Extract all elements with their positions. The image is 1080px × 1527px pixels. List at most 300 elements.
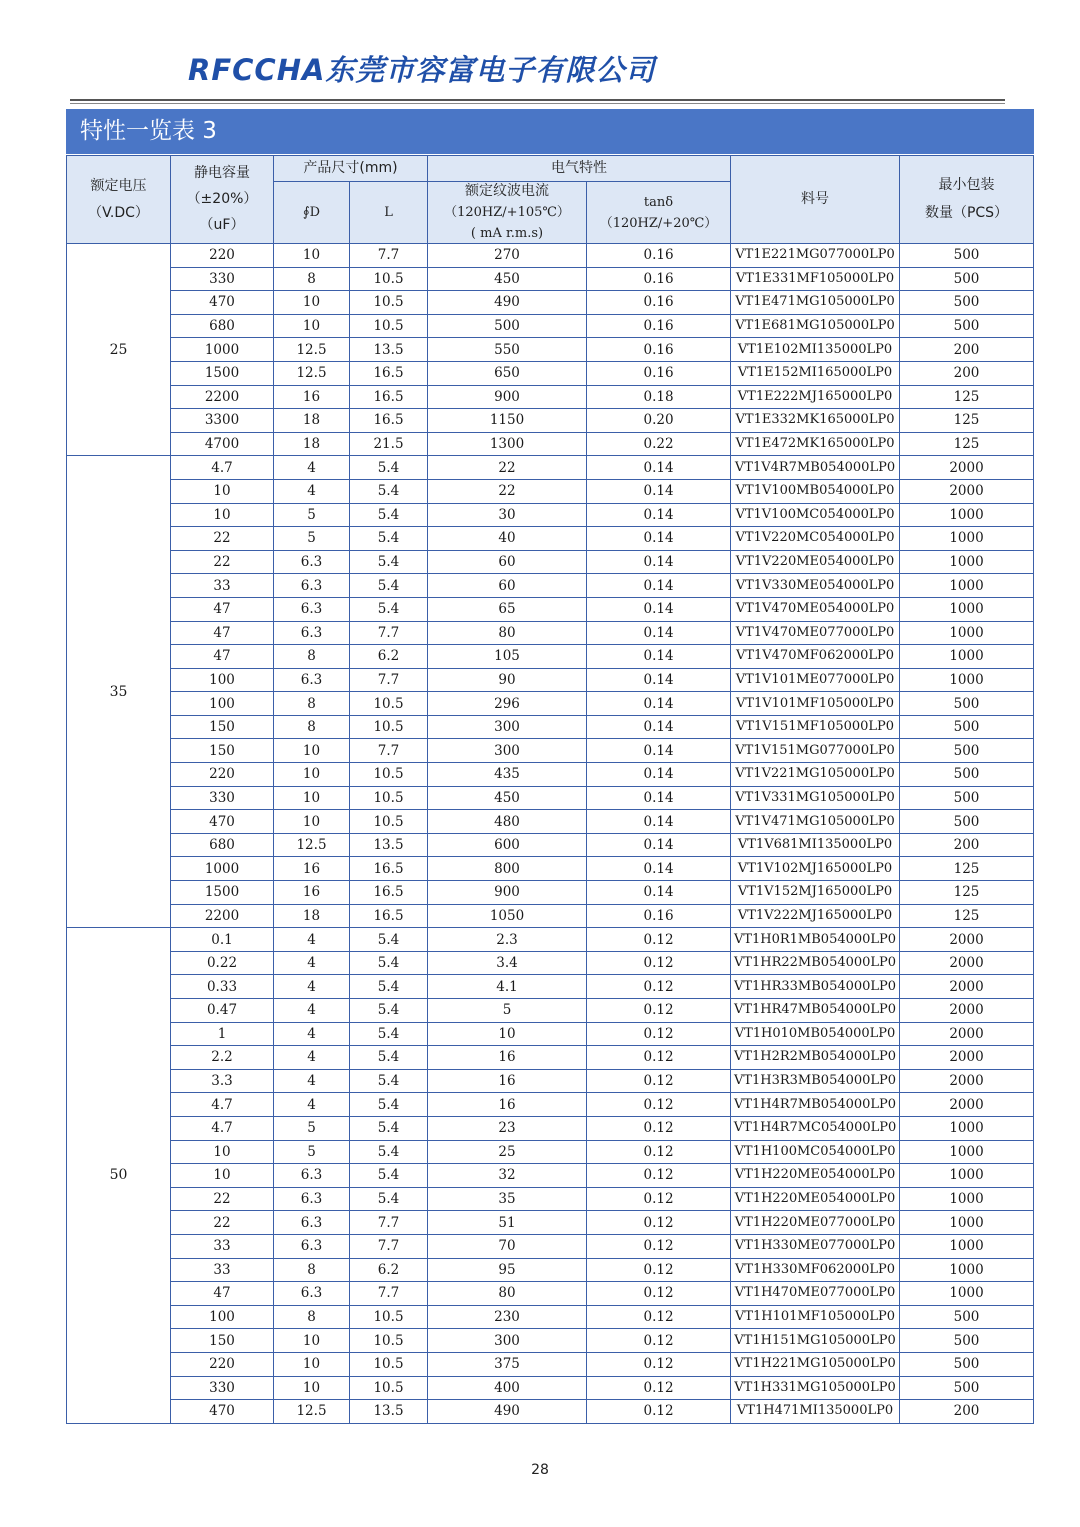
part-number-cell: VT1HR47MB054000LP0 [731, 999, 900, 1023]
tan-delta-cell: 0.12 [587, 1329, 731, 1353]
capacitance-cell: 220 [171, 244, 274, 268]
diameter-cell: 5 [274, 1116, 350, 1140]
min-pack-cell: 2000 [900, 456, 1034, 480]
length-cell: 16.5 [350, 881, 428, 905]
table-row [67, 715, 1034, 739]
part-number-cell: VT1H220ME054000LP0 [731, 1187, 900, 1211]
part-number-cell: VT1H0R1MB054000LP0 [731, 928, 900, 952]
length-cell: 16.5 [350, 904, 428, 928]
capacitance-cell: 47 [171, 1282, 274, 1306]
part-number-cell: VT1V151MF105000LP0 [731, 715, 900, 739]
capacitance-cell: 150 [171, 739, 274, 763]
capacitance-header-tolerance: （±20%） [186, 191, 258, 207]
diameter-cell: 4 [274, 1046, 350, 1070]
part-number-cell: VT1V100MB054000LP0 [731, 479, 900, 503]
part-number-cell: VT1V151MG077000LP0 [731, 739, 900, 763]
length-cell: 5.4 [350, 597, 428, 621]
capacitance-cell: 4700 [171, 432, 274, 456]
part-number-cell: VT1V101MF105000LP0 [731, 692, 900, 716]
tan-delta-cell: 0.12 [587, 1305, 731, 1329]
diameter-cell: 18 [274, 904, 350, 928]
part-number-cell: VT1V100MC054000LP0 [731, 503, 900, 527]
diameter-cell: 16 [274, 881, 350, 905]
table-row [67, 668, 1034, 692]
capacitance-cell: 470 [171, 291, 274, 315]
table-row [67, 456, 1034, 480]
part-number-cell: VT1V331MG105000LP0 [731, 786, 900, 810]
min-pack-cell: 2000 [900, 999, 1034, 1023]
ripple-current-cell: 95 [428, 1258, 587, 1282]
min-pack-cell: 1000 [900, 1140, 1034, 1164]
capacitance-cell: 0.47 [171, 999, 274, 1023]
diameter-cell: 4 [274, 1093, 350, 1117]
length-cell: 7.7 [350, 739, 428, 763]
diameter-cell: 5 [274, 1140, 350, 1164]
table-row [67, 1234, 1034, 1258]
tan-delta-cell: 0.12 [587, 1093, 731, 1117]
part-number-header: 料号 [731, 156, 900, 244]
ripple-current-cell: 70 [428, 1234, 587, 1258]
ripple-current-cell: 1300 [428, 432, 587, 456]
capacitance-cell: 0.22 [171, 951, 274, 975]
table-row [67, 503, 1034, 527]
diameter-cell: 4 [274, 456, 350, 480]
table-row [67, 645, 1034, 669]
min-pack-cell: 125 [900, 881, 1034, 905]
tan-delta-cell: 0.14 [587, 503, 731, 527]
ripple-current-cell: 550 [428, 338, 587, 362]
table-row [67, 786, 1034, 810]
part-number-cell: VT1H331MG105000LP0 [731, 1376, 900, 1400]
diameter-cell: 16 [274, 857, 350, 881]
table-row [67, 1046, 1034, 1070]
capacitance-cell: 1 [171, 1022, 274, 1046]
min-pack-cell: 2000 [900, 479, 1034, 503]
diameter-cell: 16 [274, 385, 350, 409]
tan-delta-cell: 0.12 [587, 951, 731, 975]
min-pack-cell: 1000 [900, 1258, 1034, 1282]
capacitance-header-unit: （uF） [199, 217, 245, 233]
ripple-current-cell: 51 [428, 1211, 587, 1235]
capacitance-cell: 150 [171, 1329, 274, 1353]
table-row [67, 904, 1034, 928]
table-row [67, 1093, 1034, 1117]
table-row [67, 1352, 1034, 1376]
length-cell: 7.7 [350, 668, 428, 692]
diameter-cell: 4 [274, 975, 350, 999]
table-row [67, 1164, 1034, 1188]
capacitance-cell: 10 [171, 1140, 274, 1164]
capacitance-cell: 10 [171, 503, 274, 527]
min-pack-header-label: 最小包装 [938, 177, 995, 193]
tan-delta-cell: 0.14 [587, 574, 731, 598]
ripple-current-cell: 40 [428, 527, 587, 551]
min-pack-cell: 500 [900, 786, 1034, 810]
capacitance-cell: 1000 [171, 857, 274, 881]
length-cell: 16.5 [350, 361, 428, 385]
tan-delta-cell: 0.12 [587, 1187, 731, 1211]
min-pack-cell: 125 [900, 904, 1034, 928]
tan-delta-cell: 0.12 [587, 1376, 731, 1400]
part-number-cell: VT1E332MK165000LP0 [731, 409, 900, 433]
part-number-cell: VT1H4R7MC054000LP0 [731, 1116, 900, 1140]
table-row [67, 951, 1034, 975]
diameter-cell: 4 [274, 479, 350, 503]
capacitance-cell: 2200 [171, 385, 274, 409]
ripple-current-cell: 375 [428, 1352, 587, 1376]
ripple-current-cell: 65 [428, 597, 587, 621]
capacitance-cell: 150 [171, 715, 274, 739]
table-row [67, 763, 1034, 787]
part-number-cell: VT1H4R7MB054000LP0 [731, 1093, 900, 1117]
ripple-current-cell: 800 [428, 857, 587, 881]
length-cell: 10.5 [350, 810, 428, 834]
capacitance-cell: 1000 [171, 338, 274, 362]
diameter-cell: 12.5 [274, 1400, 350, 1424]
length-cell: 13.5 [350, 833, 428, 857]
table-row [67, 739, 1034, 763]
part-number-cell: VT1H151MG105000LP0 [731, 1329, 900, 1353]
part-number-cell: VT1E222MJ165000LP0 [731, 385, 900, 409]
capacitance-cell: 22 [171, 1187, 274, 1211]
table-row [67, 338, 1034, 362]
table-row [67, 692, 1034, 716]
length-cell: 7.7 [350, 1282, 428, 1306]
length-cell: 7.7 [350, 621, 428, 645]
capacitance-cell: 680 [171, 833, 274, 857]
min-pack-cell: 500 [900, 1305, 1034, 1329]
diameter-cell: 6.3 [274, 1234, 350, 1258]
ripple-current-cell: 900 [428, 385, 587, 409]
ripple-current-cell: 450 [428, 786, 587, 810]
table-row [67, 1211, 1034, 1235]
part-number-cell: VT1V101ME077000LP0 [731, 668, 900, 692]
capacitance-cell: 0.33 [171, 975, 274, 999]
table-row [67, 857, 1034, 881]
tan-delta-cell: 0.12 [587, 928, 731, 952]
length-cell: 5.4 [350, 1093, 428, 1117]
table-row [67, 1187, 1034, 1211]
min-pack-cell: 1000 [900, 1187, 1034, 1211]
part-number-cell: VT1H101MF105000LP0 [731, 1305, 900, 1329]
capacitance-cell: 33 [171, 574, 274, 598]
part-number-cell: VT1H470ME077000LP0 [731, 1282, 900, 1306]
part-number-cell: VT1H3R3MB054000LP0 [731, 1069, 900, 1093]
capacitance-cell: 330 [171, 1376, 274, 1400]
capacitance-cell: 100 [171, 692, 274, 716]
tan-delta-cell: 0.16 [587, 244, 731, 268]
length-cell: 5.4 [350, 1164, 428, 1188]
length-cell: 10.5 [350, 1329, 428, 1353]
min-pack-cell: 2000 [900, 1069, 1034, 1093]
min-pack-cell: 500 [900, 810, 1034, 834]
length-cell: 5.4 [350, 1022, 428, 1046]
table-row [67, 1258, 1034, 1282]
min-pack-cell: 125 [900, 432, 1034, 456]
min-pack-cell: 200 [900, 338, 1034, 362]
tan-delta-cell: 0.12 [587, 1400, 731, 1424]
table-row [67, 1140, 1034, 1164]
tan-delta-cell: 0.14 [587, 715, 731, 739]
table-row [67, 1022, 1034, 1046]
min-pack-cell: 500 [900, 1376, 1034, 1400]
part-number-cell: VT1E681MG105000LP0 [731, 314, 900, 338]
ripple-current-cell: 400 [428, 1376, 587, 1400]
capacitance-cell: 470 [171, 810, 274, 834]
tan-delta-cell: 0.14 [587, 621, 731, 645]
ripple-current-cell: 270 [428, 244, 587, 268]
length-cell: 5.4 [350, 928, 428, 952]
length-cell: 5.4 [350, 574, 428, 598]
tan-delta-cell: 0.14 [587, 692, 731, 716]
part-number-cell: VT1V220MC054000LP0 [731, 527, 900, 551]
ripple-current-cell: 60 [428, 550, 587, 574]
ripple-current-header [428, 182, 587, 244]
capacitance-cell: 47 [171, 645, 274, 669]
table-row [67, 1376, 1034, 1400]
part-number-cell: VT1H100MC054000LP0 [731, 1140, 900, 1164]
capacitance-cell: 4.7 [171, 1093, 274, 1117]
capacitance-cell: 220 [171, 763, 274, 787]
table-row [67, 1329, 1034, 1353]
diameter-cell: 10 [274, 244, 350, 268]
length-cell: 5.4 [350, 456, 428, 480]
capacitance-cell: 22 [171, 550, 274, 574]
min-pack-cell: 500 [900, 1329, 1034, 1353]
diameter-cell: 6.3 [274, 574, 350, 598]
electrical-header: 电气特性 [428, 156, 731, 182]
min-pack-cell: 2000 [900, 1046, 1034, 1070]
tan-delta-cell: 0.12 [587, 1116, 731, 1140]
ripple-current-cell: 500 [428, 314, 587, 338]
ripple-current-cell: 490 [428, 1400, 587, 1424]
table-row [67, 314, 1034, 338]
ripple-current-cell: 16 [428, 1069, 587, 1093]
tan-delta-cell: 0.14 [587, 479, 731, 503]
table-row [67, 432, 1034, 456]
diameter-cell: 4 [274, 928, 350, 952]
table-body [67, 244, 1034, 1424]
ripple-current-condition: （120HZ/+105℃） [444, 205, 570, 220]
ripple-current-cell: 600 [428, 833, 587, 857]
capacitance-cell: 2200 [171, 904, 274, 928]
diameter-cell: 10 [274, 314, 350, 338]
tan-delta-cell: 0.12 [587, 1046, 731, 1070]
tan-delta-cell: 0.14 [587, 645, 731, 669]
diameter-cell: 6.3 [274, 1282, 350, 1306]
tan-delta-cell: 0.14 [587, 786, 731, 810]
tan-delta-cell: 0.14 [587, 857, 731, 881]
min-pack-cell: 1000 [900, 527, 1034, 551]
part-number-cell: VT1V470ME077000LP0 [731, 621, 900, 645]
ripple-current-cell: 25 [428, 1140, 587, 1164]
page-number: 28 [531, 1462, 549, 1478]
part-number-cell: VT1E471MG105000LP0 [731, 291, 900, 315]
capacitance-cell: 100 [171, 1305, 274, 1329]
min-pack-cell: 125 [900, 857, 1034, 881]
capacitance-header [171, 156, 274, 244]
diameter-cell: 8 [274, 645, 350, 669]
length-cell: 5.4 [350, 479, 428, 503]
capacitance-cell: 2.2 [171, 1046, 274, 1070]
ripple-current-cell: 230 [428, 1305, 587, 1329]
table-row [67, 833, 1034, 857]
table-row [67, 621, 1034, 645]
min-pack-cell: 1000 [900, 1282, 1034, 1306]
table-row [67, 597, 1034, 621]
min-pack-cell: 500 [900, 692, 1034, 716]
tan-delta-cell: 0.14 [587, 763, 731, 787]
ripple-current-cell: 650 [428, 361, 587, 385]
part-number-cell: VT1H221MG105000LP0 [731, 1352, 900, 1376]
diameter-cell: 8 [274, 1305, 350, 1329]
length-cell: 10.5 [350, 267, 428, 291]
length-cell: 5.4 [350, 975, 428, 999]
ripple-current-cell: 1050 [428, 904, 587, 928]
table-row [67, 810, 1034, 834]
part-number-cell: VT1V471MG105000LP0 [731, 810, 900, 834]
capacitance-cell: 330 [171, 267, 274, 291]
part-number-cell: VT1V222MJ165000LP0 [731, 904, 900, 928]
table-row [67, 975, 1034, 999]
ripple-current-cell: 1150 [428, 409, 587, 433]
tan-delta-cell: 0.14 [587, 550, 731, 574]
part-number-cell: VT1E331MF105000LP0 [731, 267, 900, 291]
table-row [67, 291, 1034, 315]
table-row [67, 527, 1034, 551]
part-number-cell: VT1H220ME054000LP0 [731, 1164, 900, 1188]
capacitance-cell: 1500 [171, 361, 274, 385]
tan-delta-cell: 0.14 [587, 810, 731, 834]
part-number-cell: VT1V152MJ165000LP0 [731, 881, 900, 905]
diameter-cell: 10 [274, 291, 350, 315]
ripple-current-cell: 435 [428, 763, 587, 787]
part-number-cell: VT1V681MI135000LP0 [731, 833, 900, 857]
ripple-current-cell: 22 [428, 456, 587, 480]
min-pack-cell: 500 [900, 291, 1034, 315]
length-cell: 5.4 [350, 1140, 428, 1164]
diameter-cell: 10 [274, 786, 350, 810]
table-row [67, 999, 1034, 1023]
part-number-cell: VT1V102MJ165000LP0 [731, 857, 900, 881]
capacitance-cell: 33 [171, 1234, 274, 1258]
length-cell: 6.2 [350, 1258, 428, 1282]
capacitance-cell: 10 [171, 1164, 274, 1188]
diameter-cell: 5 [274, 527, 350, 551]
table-row [67, 881, 1034, 905]
min-pack-cell: 1000 [900, 503, 1034, 527]
part-number-cell: VT1H330ME077000LP0 [731, 1234, 900, 1258]
length-cell: 5.4 [350, 503, 428, 527]
min-pack-cell: 1000 [900, 668, 1034, 692]
diameter-cell: 12.5 [274, 833, 350, 857]
tan-delta-cell: 0.16 [587, 267, 731, 291]
diameter-header: ∮D [274, 182, 350, 244]
part-number-cell: VT1H2R2MB054000LP0 [731, 1046, 900, 1070]
tan-delta-cell: 0.14 [587, 833, 731, 857]
capacitance-cell: 1500 [171, 881, 274, 905]
tan-delta-cell: 0.14 [587, 527, 731, 551]
tan-delta-cell: 0.16 [587, 904, 731, 928]
length-cell: 5.4 [350, 527, 428, 551]
min-pack-cell: 1000 [900, 645, 1034, 669]
min-pack-header [900, 156, 1034, 244]
table-row [67, 550, 1034, 574]
length-cell: 13.5 [350, 1400, 428, 1424]
header-row-1 [67, 156, 1034, 182]
length-cell: 5.4 [350, 1116, 428, 1140]
diameter-cell: 8 [274, 692, 350, 716]
voltage-cell: 35 [67, 456, 171, 928]
ripple-current-cell: 30 [428, 503, 587, 527]
length-cell: 10.5 [350, 715, 428, 739]
table-row [67, 361, 1034, 385]
tan-delta-cell: 0.12 [587, 1022, 731, 1046]
capacitance-cell: 4.7 [171, 1116, 274, 1140]
diameter-cell: 18 [274, 409, 350, 433]
min-pack-cell: 1000 [900, 550, 1034, 574]
min-pack-cell: 1000 [900, 1164, 1034, 1188]
voltage-cell: 25 [67, 244, 171, 456]
min-pack-cell: 1000 [900, 574, 1034, 598]
tan-delta-cell: 0.16 [587, 314, 731, 338]
size-header: 产品尺寸(mm) [274, 156, 428, 182]
diameter-cell: 4 [274, 951, 350, 975]
tan-delta-cell: 0.14 [587, 881, 731, 905]
capacitance-cell: 47 [171, 621, 274, 645]
table-row [67, 1282, 1034, 1306]
part-number-cell: VT1H471MI135000LP0 [731, 1400, 900, 1424]
length-cell: 5.4 [350, 999, 428, 1023]
capacitance-cell: 470 [171, 1400, 274, 1424]
part-number-cell: VT1H010MB054000LP0 [731, 1022, 900, 1046]
ripple-current-cell: 22 [428, 479, 587, 503]
part-number-cell: VT1E221MG077000LP0 [731, 244, 900, 268]
diameter-cell: 8 [274, 715, 350, 739]
capacitance-cell: 680 [171, 314, 274, 338]
ripple-current-cell: 480 [428, 810, 587, 834]
ripple-current-cell: 80 [428, 621, 587, 645]
table-row [67, 244, 1034, 268]
diameter-cell: 10 [274, 810, 350, 834]
min-pack-cell: 1000 [900, 1211, 1034, 1235]
tan-delta-condition: （120HZ/+20℃） [599, 215, 718, 231]
diameter-cell: 8 [274, 267, 350, 291]
part-number-cell: VT1HR22MB054000LP0 [731, 951, 900, 975]
tan-delta-cell: 0.16 [587, 338, 731, 362]
table-row [67, 385, 1034, 409]
ripple-current-cell: 60 [428, 574, 587, 598]
company-name: RFCCHA东莞市容富电子有限公司 [188, 53, 656, 87]
tan-delta-cell: 0.12 [587, 1234, 731, 1258]
min-pack-cell: 125 [900, 409, 1034, 433]
header-rule [70, 99, 1005, 101]
diameter-cell: 8 [274, 1258, 350, 1282]
length-cell: 7.7 [350, 1234, 428, 1258]
diameter-cell: 6.3 [274, 1164, 350, 1188]
diameter-cell: 6.3 [274, 550, 350, 574]
min-pack-cell: 1000 [900, 597, 1034, 621]
ripple-current-cell: 23 [428, 1116, 587, 1140]
tan-delta-cell: 0.12 [587, 1352, 731, 1376]
ripple-current-cell: 450 [428, 267, 587, 291]
length-cell: 10.5 [350, 1376, 428, 1400]
length-cell: 10.5 [350, 763, 428, 787]
capacitance-cell: 220 [171, 1352, 274, 1376]
diameter-cell: 12.5 [274, 338, 350, 362]
min-pack-header-unit: 数量（PCS） [924, 205, 1009, 221]
table-row [67, 1400, 1034, 1424]
